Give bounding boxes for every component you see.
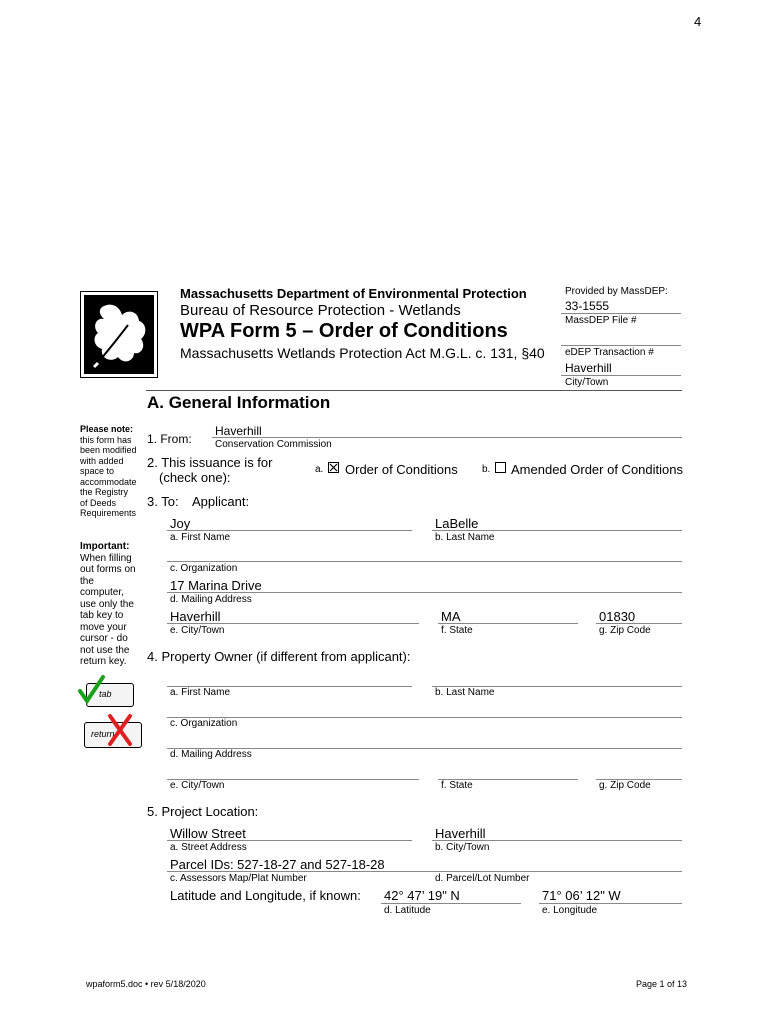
oak-leaf-icon xyxy=(84,295,154,374)
project-city[interactable]: Haverhill xyxy=(435,826,486,841)
city-town-label: City/Town xyxy=(565,377,609,388)
note-line: of Deeds xyxy=(80,497,117,508)
owner-state-label: f. State xyxy=(441,780,473,791)
order-of-conditions-label: Order of Conditions xyxy=(345,462,458,477)
important-line: out forms on xyxy=(80,564,136,575)
property-owner-label: 4. Property Owner (if different from applicant): xyxy=(147,649,411,664)
note-line: space to xyxy=(80,466,115,476)
issuance-sublabel: (check one): xyxy=(159,470,231,485)
page-number: 4 xyxy=(694,14,702,29)
edep-transaction-label: eDEP Transaction # xyxy=(565,347,654,358)
massdep-file-number[interactable]: 33-1555 xyxy=(565,299,610,313)
latitude-value[interactable]: 42° 47’ 19" N xyxy=(384,888,460,903)
parcel-lot-label: d. Parcel/Lot Number xyxy=(435,873,530,884)
note-line: been modified xyxy=(80,445,137,455)
provided-label: Provided by MassDEP: xyxy=(565,286,668,297)
note-line: with added xyxy=(80,455,124,466)
note-line: the Registry xyxy=(80,487,129,497)
to-label: 3. To: xyxy=(147,494,179,509)
owner-organization-label: c. Organization xyxy=(170,718,238,729)
important-line: return key. xyxy=(80,656,127,667)
applicant-first-name[interactable]: Joy xyxy=(170,516,191,531)
latitude-label: d. Latitude xyxy=(384,905,431,916)
important-line: the xyxy=(80,575,94,587)
important-title: Important: xyxy=(80,541,130,552)
longitude-value[interactable]: 71° 06’ 12" W xyxy=(542,888,621,903)
footer-revision: wpaform5.doc • rev 5/18/2020 xyxy=(86,979,206,989)
footer-page-count: Page 1 of 13 xyxy=(636,979,688,989)
project-city-label: b. City/Town xyxy=(435,842,490,853)
sidebar-note xyxy=(80,424,142,519)
longitude-label: e. Longitude xyxy=(542,905,598,916)
applicant-label: Applicant: xyxy=(192,494,250,509)
applicant-city[interactable]: Haverhill xyxy=(170,609,221,624)
last-name-label: b. Last Name xyxy=(435,532,495,543)
project-location-label: 5. Project Location: xyxy=(147,804,259,819)
note-line: this form has xyxy=(80,434,132,445)
order-of-conditions-checkbox[interactable] xyxy=(328,462,339,473)
from-value[interactable]: Haverhill xyxy=(215,424,262,438)
note-line: accommodate xyxy=(80,476,137,487)
owner-zip-label: g. Zip Code xyxy=(599,780,651,791)
x-check-icon xyxy=(329,463,338,472)
zip-label: g. Zip Code xyxy=(599,625,651,636)
important-line: cursor - do xyxy=(80,633,128,644)
from-label: 1. From: xyxy=(147,432,192,446)
state-label: f. State xyxy=(441,625,473,636)
note-title: Please note: xyxy=(80,424,134,434)
sidebar-important xyxy=(80,541,142,668)
act-reference: Massachusetts Wetlands Protection Act M.G.L. c. 131, §40 xyxy=(180,345,545,361)
form-title: WPA Form 5 – Order of Conditions xyxy=(180,320,508,342)
section-a-title: A. General Information xyxy=(147,393,331,412)
project-street[interactable]: Willow Street xyxy=(170,826,246,841)
important-line: When filling xyxy=(80,552,132,564)
owner-last-name-label: b. Last Name xyxy=(435,687,495,698)
issuance-label: 2. This issuance is for xyxy=(147,455,273,470)
important-line: tab key to xyxy=(80,610,124,621)
return-key-label: return xyxy=(91,729,115,739)
owner-first-name-label: a. First Name xyxy=(170,687,231,698)
city-town-value[interactable]: Haverhill xyxy=(565,361,612,375)
amended-order-checkbox[interactable] xyxy=(495,462,506,473)
owner-city-label: e. City/Town xyxy=(170,780,225,791)
assessors-map-label: c. Assessors Map/Plat Number xyxy=(170,873,307,884)
option-a-prefix: a. xyxy=(315,464,324,475)
lat-lon-label: Latitude and Longitude, if known: xyxy=(170,888,361,903)
from-sublabel: Conservation Commission xyxy=(215,439,332,450)
amended-order-label: Amended Order of Conditions xyxy=(511,462,683,477)
massdep-logo xyxy=(80,291,158,378)
city-town-field-label: e. City/Town xyxy=(170,625,225,636)
applicant-zip[interactable]: 01830 xyxy=(599,609,636,624)
street-address-label: a. Street Address xyxy=(170,842,247,853)
mailing-address-label: d. Mailing Address xyxy=(170,594,252,605)
applicant-last-name[interactable]: LaBelle xyxy=(435,516,479,531)
important-line: move your xyxy=(80,621,127,633)
owner-address-label: d. Mailing Address xyxy=(170,749,252,760)
important-line: use only the xyxy=(80,598,134,610)
organization-label: c. Organization xyxy=(170,563,238,574)
note-line: Requirements xyxy=(80,508,137,518)
assessors-map[interactable]: Parcel IDs: 527-18-27 and 527-18-28 xyxy=(170,857,385,872)
green-check-icon xyxy=(78,675,106,705)
important-line: not use the xyxy=(80,644,130,656)
important-line: computer, xyxy=(80,587,124,598)
first-name-label: a. First Name xyxy=(170,532,231,543)
massdep-file-label: MassDEP File # xyxy=(565,315,637,326)
option-b-prefix: b. xyxy=(482,464,491,475)
red-x-icon xyxy=(106,712,134,748)
agency-name: Massachusetts Department of Environmental Protection xyxy=(180,286,527,301)
tab-key-label: tab xyxy=(99,689,112,699)
applicant-state[interactable]: MA xyxy=(441,609,461,624)
bureau-name: Bureau of Resource Protection - Wetlands xyxy=(180,302,461,319)
applicant-mailing-address[interactable]: 17 Marina Drive xyxy=(170,578,262,593)
